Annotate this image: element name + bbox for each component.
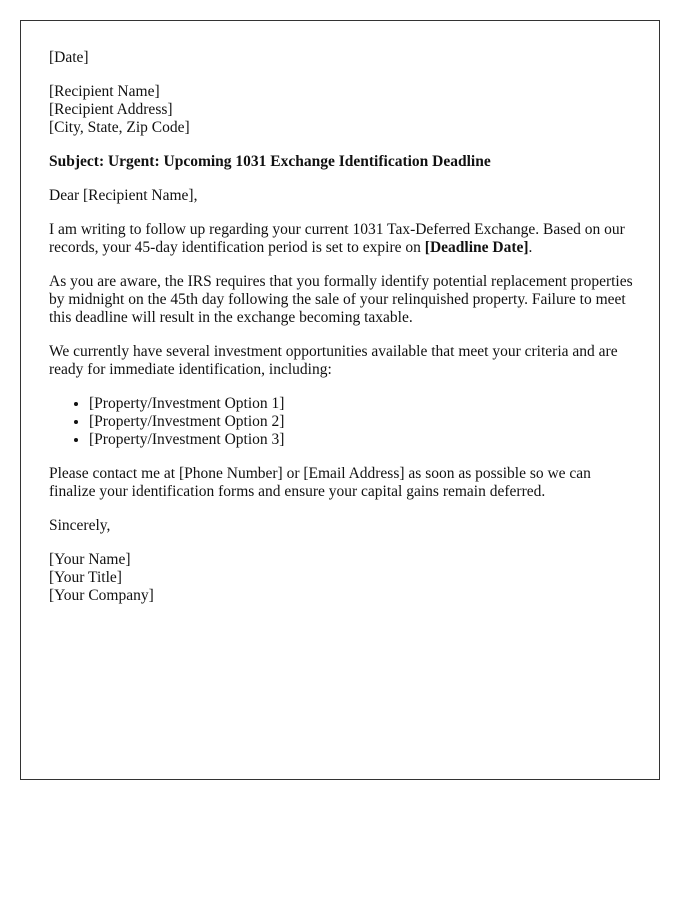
paragraph-contact: Please contact me at [Phone Number] or [Email Address] as soon as possible so we can finalize your identification forms and ensure your capital gains remain deferred. [49, 465, 591, 500]
recipient-address: [Recipient Address] [49, 101, 173, 118]
list-item: • [Property/Investment Option 3] [89, 431, 633, 449]
paragraph-opportunities: We currently have several investment opportunities available that meet your criteria and are ready for immediate identification, including: [49, 343, 618, 378]
recipient-block [49, 83, 633, 137]
letter-body [49, 49, 633, 621]
paragraph-deadline-end: . [528, 239, 533, 256]
signature-block [49, 551, 633, 605]
signature-title: [Your Title] [49, 569, 122, 586]
signature-name: [Your Name] [49, 551, 131, 568]
paragraph-irs-requirement: As you are aware, the IRS requires that you formally identify potential replacement properties by midnight on the 45th day following the sale of your relinquished property. Failure to meet this deadline will result in the exchange becoming taxable. [49, 273, 633, 326]
salutation: Dear [Recipient Name], [49, 187, 198, 204]
list-item: • [Property/Investment Option 2] [89, 413, 633, 431]
deadline-date: [Deadline Date] [424, 239, 529, 256]
recipient-city-state-zip: [City, State, Zip Code] [49, 119, 190, 136]
paragraph-deadline-text: I am writing to follow up regarding your current 1031 Tax-Deferred Exchange. Based on our records, your 45-day identification period is set to expire on [49, 221, 625, 256]
signature-company: [Your Company] [49, 587, 154, 604]
paragraph-deadline [49, 221, 633, 257]
subject-line: Subject: Urgent: Upcoming 1031 Exchange Identification Deadline [49, 153, 491, 170]
letter-date: [Date] [49, 49, 89, 66]
closing: Sincerely, [49, 517, 111, 534]
letter-page [20, 20, 660, 780]
list-item: • [Property/Investment Option 1] [89, 395, 633, 413]
options-list [49, 395, 633, 449]
recipient-name: [Recipient Name] [49, 83, 160, 100]
